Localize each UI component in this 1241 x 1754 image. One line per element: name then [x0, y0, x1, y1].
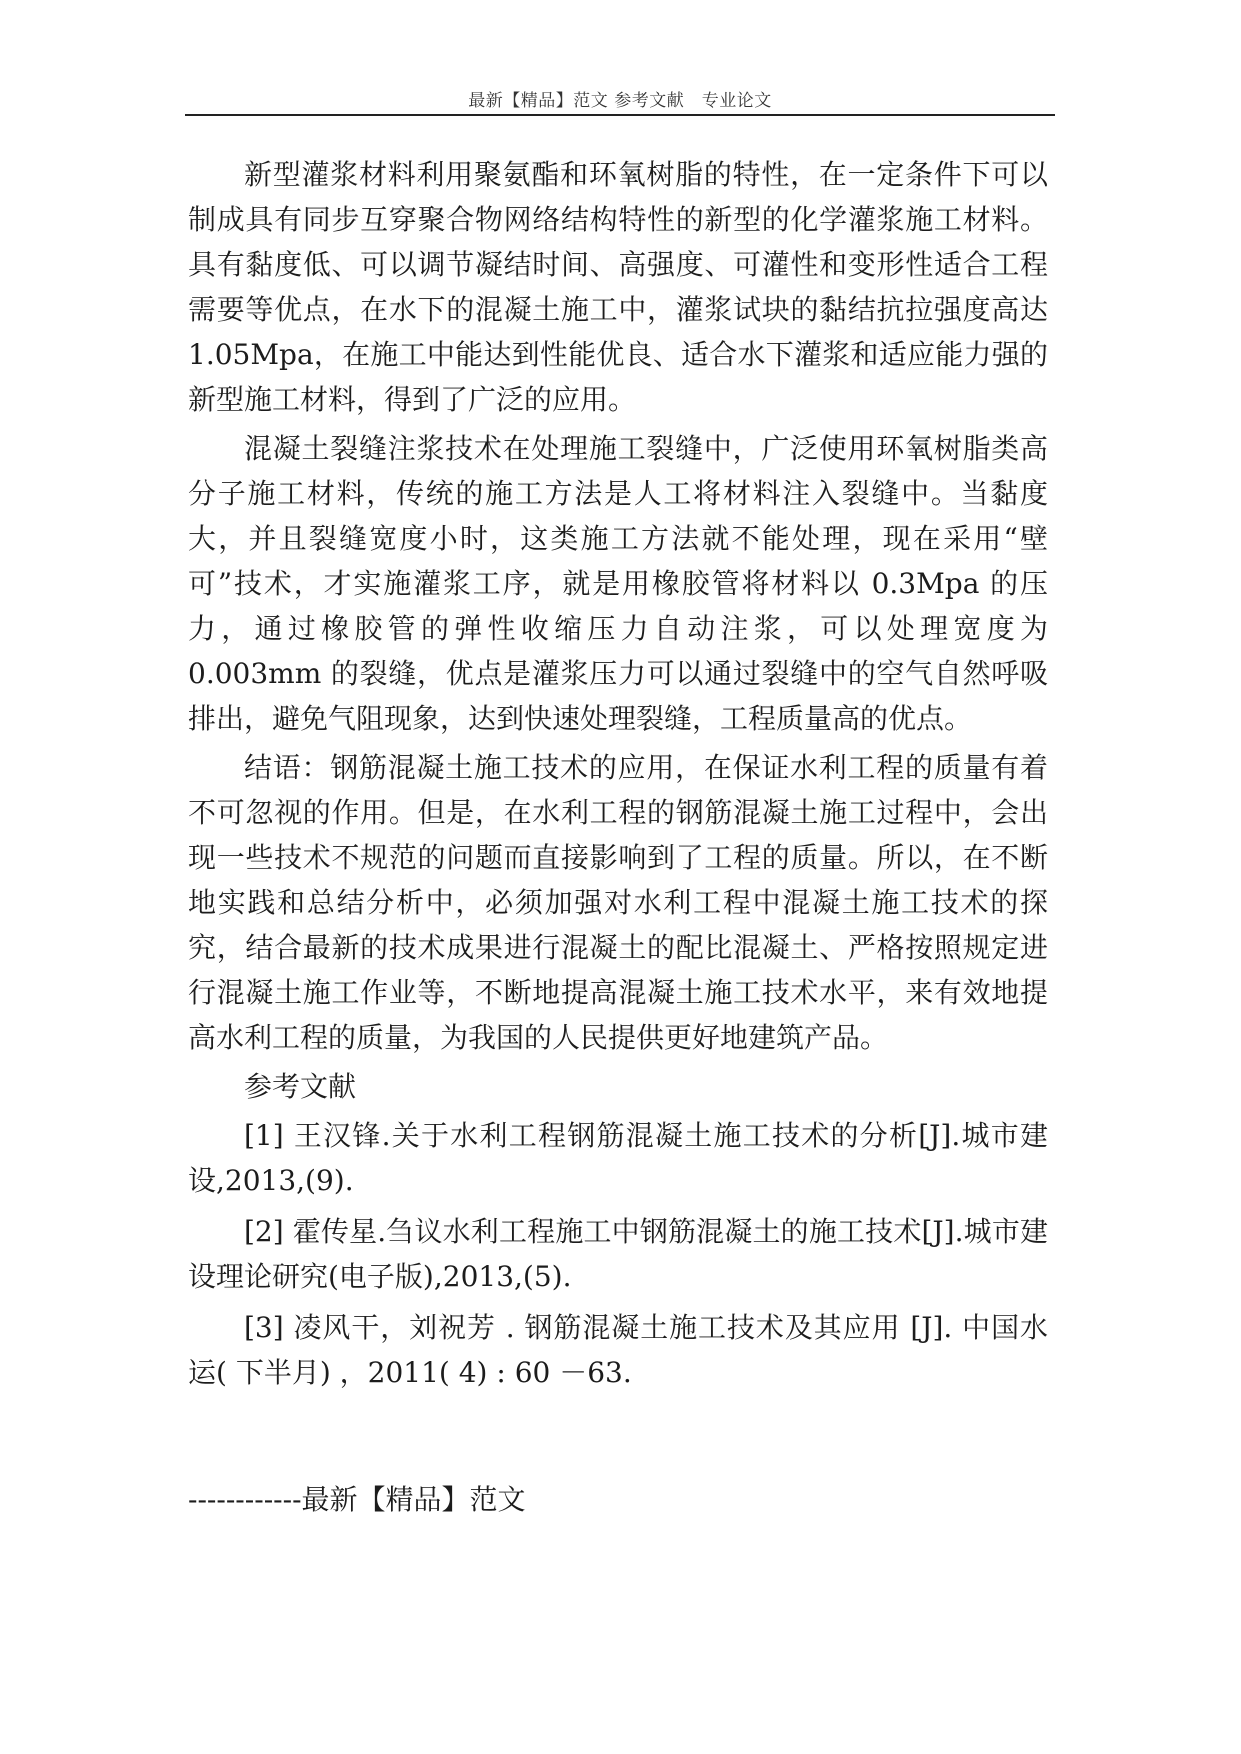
- header-divider: [185, 114, 1055, 116]
- reference-item-3: [3] 凌风干，刘祝芳 . 钢筋混凝土施工技术及其应用 [J]. 中国水运( 下半月) ，2011( 4) : 60 －63.: [188, 1311, 1048, 1389]
- document-body: [188, 152, 1048, 1401]
- paragraph-crack-grouting: 混凝土裂缝注浆技术在处理施工裂缝中，广泛使用环氧树脂类高分子施工材料，传统的施工方法是人工将材料注入裂缝中。当黏度大，并且裂缝宽度小时，这类施工方法就不能处理，现在采用“壁可”技术，才实施灌浆工序，就是用橡胶管将材料以 0.3Mpa 的压力，通过橡胶管的弹性收缩压力自动注浆，可以处理宽度为 0.003mm 的裂缝，优点是灌浆压力可以通过裂缝中的空气自然呼吸排出，避免气阻现象，达到快速处理裂缝，工程质量高的优点。: [188, 432, 1048, 735]
- reference-item-1: [1] 王汉锋.关于水利工程钢筋混凝土施工技术的分析[J].城市建设,2013,(9).: [188, 1119, 1048, 1197]
- page-footer: ------------最新【精品】范文: [188, 1483, 526, 1516]
- references-title: 参考文献: [244, 1070, 357, 1103]
- reference-item-2: [2] 霍传星.刍议水利工程施工中钢筋混凝土的施工技术[J].城市建设理论研究(电子版),2013,(5).: [188, 1215, 1048, 1293]
- paragraph-conclusion: 结语：钢筋混凝土施工技术的应用，在保证水利工程的质量有着不可忽视的作用。但是，在水利工程的钢筋混凝土施工过程中，会出现一些技术不规范的问题而直接影响到了工程的质量。所以，在不断地实践和总结分析中，必须加强对水利工程中混凝土施工技术的探究，结合最新的技术成果进行混凝土的配比混凝土、严格按照规定进行混凝土施工作业等，不断地提高混凝土施工技术水平，来有效地提高水利工程的质量，为我国的人民提供更好地建筑产品。: [188, 751, 1048, 1054]
- page-header: 最新【精品】范文 参考文献 专业论文: [468, 91, 772, 111]
- paragraph-grouting-materials: 新型灌浆材料利用聚氨酯和环氧树脂的特性，在一定条件下可以制成具有同步互穿聚合物网络结构特性的新型的化学灌浆施工材料。具有黏度低、可以调节凝结时间、高强度、可灌性和变形性适合工程需要等优点，在水下的混凝土施工中，灌浆试块的黏结抗拉强度高达1.05Mpa，在施工中能达到性能优良、适合水下灌浆和适应能力强的新型施工材料，得到了广泛的应用。: [188, 158, 1048, 416]
